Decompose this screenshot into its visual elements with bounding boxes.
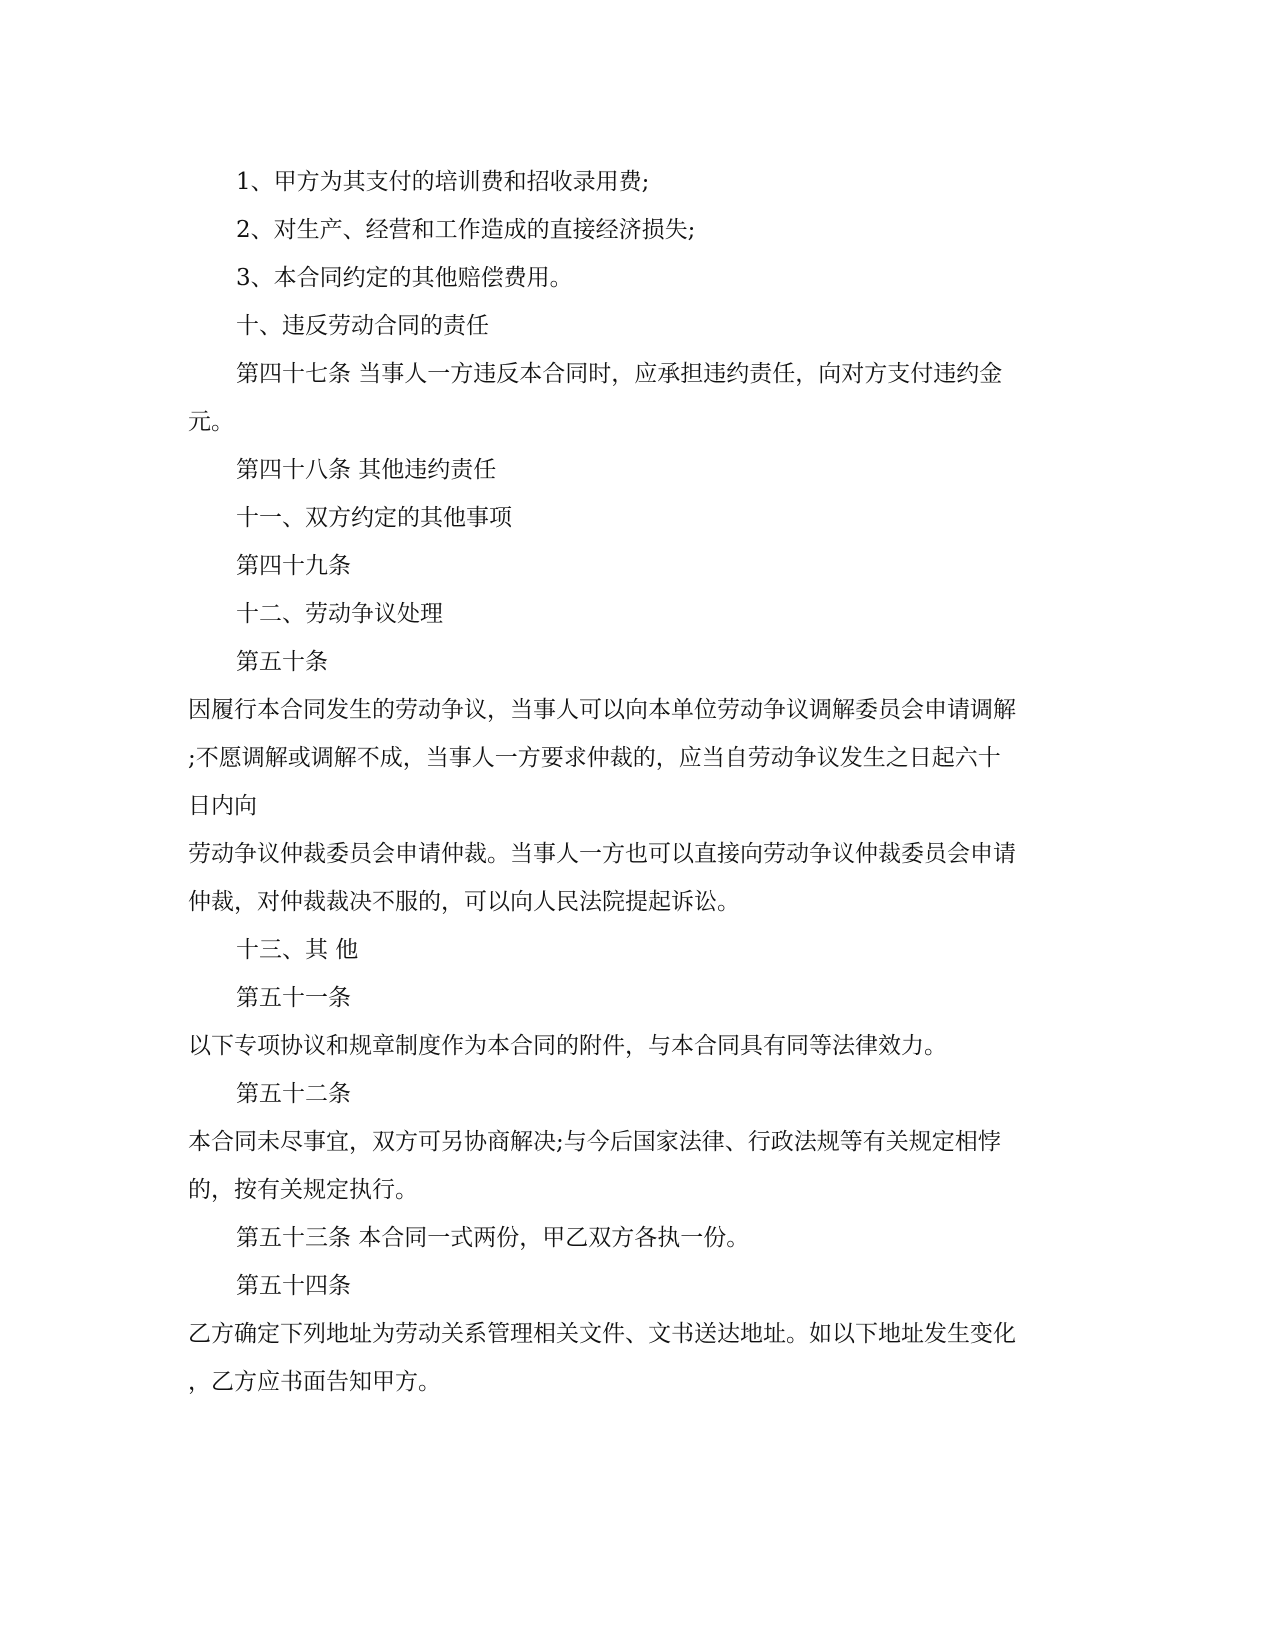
text-line: 因履行本合同发生的劳动争议，当事人可以向本单位劳动争议调解委员会申请调解 (188, 697, 1016, 723)
article-line: 第五十四条 (236, 1273, 351, 1299)
section-heading: 十三、其 他 (236, 937, 359, 963)
section-heading: 十一、双方约定的其他事项 (236, 505, 512, 531)
text-line: 的，按有关规定执行。 (188, 1177, 418, 1203)
article-line: 第四十八条 其他违约责任 (236, 457, 497, 483)
text-line: 元。 (188, 409, 234, 435)
article-line: 第五十条 (236, 649, 328, 675)
document-body (188, 158, 1088, 1406)
text-line: 本合同未尽事宜，双方可另协商解决;与今后国家法律、行政法规等有关规定相悖 (188, 1129, 1001, 1155)
text-line: ;不愿调解或调解不成，当事人一方要求仲裁的，应当自劳动争议发生之日起六十 (188, 745, 1001, 771)
text-line: 3、本合同约定的其他赔偿费用。 (236, 265, 573, 291)
text-line: 乙方确定下列地址为劳动关系管理相关文件、文书送达地址。如以下地址发生变化 (188, 1321, 1016, 1347)
text-line: 日内向 (188, 793, 257, 819)
article-line: 第五十三条 本合同一式两份，甲乙双方各执一份。 (236, 1225, 750, 1251)
text-line: 劳动争议仲裁委员会申请仲裁。当事人一方也可以直接向劳动争议仲裁委员会申请 (188, 841, 1016, 867)
text-line: 2、对生产、经营和工作造成的直接经济损失; (236, 217, 696, 243)
article-line: 第四十七条 当事人一方违反本合同时，应承担违约责任，向对方支付违约金 (236, 361, 1003, 387)
text-line: 1、甲方为其支付的培训费和招收录用费; (236, 169, 650, 195)
section-heading: 十二、劳动争议处理 (236, 601, 443, 627)
section-heading: 十、违反劳动合同的责任 (236, 313, 489, 339)
article-line: 第四十九条 (236, 553, 351, 579)
article-line: 第五十二条 (236, 1081, 351, 1107)
article-line: 第五十一条 (236, 985, 351, 1011)
text-line: 以下专项协议和规章制度作为本合同的附件，与本合同具有同等法律效力。 (188, 1033, 947, 1059)
text-line: ，乙方应书面告知甲方。 (188, 1369, 441, 1395)
text-line: 仲裁，对仲裁裁决不服的，可以向人民法院提起诉讼。 (188, 889, 740, 915)
